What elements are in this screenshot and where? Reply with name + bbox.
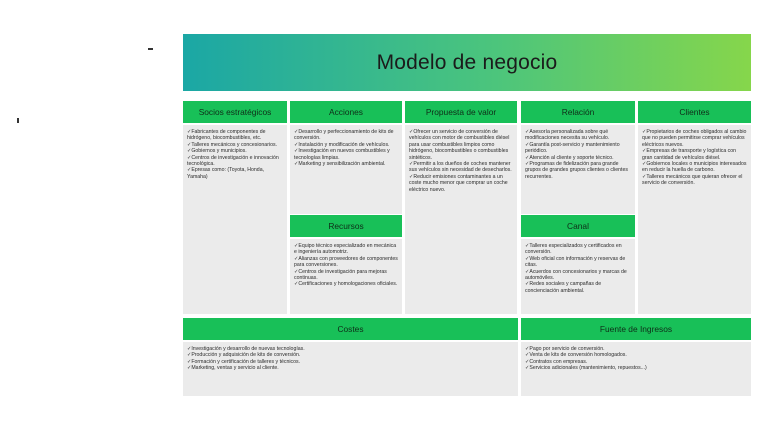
check-icon: ✓ (642, 148, 647, 155)
check-icon: ✓ (525, 154, 530, 161)
panel-clientes (638, 125, 751, 314)
list-item-text: Empresas de transporte y logística con gran cantidad de vehículos diésel. (642, 148, 737, 161)
panel-costes (183, 342, 518, 396)
list-item (187, 155, 283, 168)
panel-relacion (521, 125, 635, 214)
list-item-text: Centros de investigación e innovación tecnológica. (187, 154, 279, 168)
panel-socios (183, 125, 287, 314)
panel-propuesta (405, 125, 517, 314)
check-icon: ✓ (187, 148, 192, 155)
check-icon: ✓ (294, 255, 299, 262)
list-item (294, 256, 398, 269)
check-icon: ✓ (294, 243, 299, 249)
panel-recursos (290, 239, 402, 314)
check-icon: ✓ (294, 161, 299, 168)
list-item-text: Marketing, ventas y servicio al cliente. (191, 365, 279, 372)
check-icon: ✓ (525, 243, 530, 249)
check-icon: ✓ (525, 352, 530, 359)
list-item-text: Pago por servicio de conversión. (529, 346, 605, 352)
list-item (642, 174, 747, 187)
list-item-text: Acuerdos con concesionarios y marcas de automóviles. (525, 268, 627, 282)
list-item-text: Investigación en nuevos combustibles y tecnologías limpias. (294, 148, 390, 161)
check-icon: ✓ (187, 365, 192, 372)
list-item-text: Gobiernos y municipios. (191, 148, 247, 155)
list-item (409, 129, 513, 161)
check-icon: ✓ (525, 358, 530, 365)
check-icon: ✓ (525, 281, 530, 288)
header-socios: Socios estratégicos (183, 101, 287, 123)
check-icon: ✓ (525, 255, 530, 262)
check-icon: ✓ (642, 173, 647, 180)
list-item-text: Garantía post-servicio y mantenimiento periódico. (525, 141, 620, 155)
list-item (525, 365, 747, 371)
check-icon: ✓ (187, 358, 192, 365)
check-icon: ✓ (525, 346, 530, 352)
panel-acciones (290, 125, 402, 214)
header-acciones: Acciones (290, 101, 402, 123)
check-icon: ✓ (187, 346, 192, 352)
check-icon: ✓ (187, 167, 192, 174)
list-item-text: Programas de fidelización para grande grupos de grandes grupos clientes o clientes recurrentes. (525, 161, 628, 180)
list-item (187, 365, 514, 371)
check-icon: ✓ (409, 173, 414, 180)
header-ingresos: Fuente de Ingresos (521, 318, 751, 340)
list-item-text: Fabricantes de componentes de hidrógeno, biocombustibles, etc. (187, 129, 266, 142)
list-item-text: Venta de kits de conversión homologados. (529, 352, 627, 359)
list-item (187, 129, 283, 142)
list-item (525, 243, 631, 256)
list-item (409, 174, 513, 193)
check-icon: ✓ (294, 129, 299, 135)
list-item-text: Gobiernos locales o municipios interesados en reducir la huella de carbono. (642, 161, 747, 174)
page-title: Modelo de negocio (376, 50, 558, 74)
header-clientes: Clientes (638, 101, 751, 123)
list-item (642, 161, 747, 174)
check-icon: ✓ (409, 129, 414, 135)
check-icon: ✓ (187, 129, 192, 135)
list-item-text: Talleres especializados y certificados en conversión. (525, 243, 622, 256)
list-item-text: Contratos con empresas. (529, 358, 588, 365)
list-item (525, 142, 631, 155)
check-icon: ✓ (294, 141, 299, 148)
list-item (409, 161, 513, 174)
list-item-text: Producción y adquisición de kits de conversión. (191, 352, 301, 359)
list-item-text: Investigación y desarrollo de nuevas tecnologías. (191, 346, 305, 352)
list-item (642, 129, 747, 148)
list-item-text: Epresas como: (Toyota, Honda, Yamaha) (187, 167, 265, 180)
check-icon: ✓ (187, 154, 192, 161)
list-item (525, 269, 631, 282)
list-item-text: Talleres mecánicos y concesionarios. (191, 141, 277, 148)
check-icon: ✓ (525, 161, 530, 168)
list-item (525, 256, 631, 269)
check-icon: ✓ (294, 148, 299, 155)
list-item-text: Propietarios de coches obligados al cambio que no pueden permitirse comprar vehículos eléctricos nuevos. (642, 129, 747, 148)
stray-mark-top (148, 48, 153, 50)
list-item-text: Reducir emisiones contaminantes a un coste mucho menor que comprar un coche eléctrico nuevo. (409, 173, 508, 193)
header-recursos: Recursos (290, 215, 402, 237)
list-item-text: Web oficial con información y reservas de citas. (525, 255, 626, 269)
list-item-text: Atención al cliente y soporte técnico. (529, 154, 614, 161)
list-item-text: Marketing y sensibilización ambiental. (298, 161, 386, 168)
list-item (294, 161, 398, 167)
list-item (294, 148, 398, 161)
check-icon: ✓ (187, 352, 192, 359)
check-icon: ✓ (409, 161, 414, 168)
list-item-text: Talleres mecánicos que quieran ofrecer el servicio de conversión. (642, 173, 743, 187)
check-icon: ✓ (187, 141, 192, 148)
stray-mark-left (17, 118, 19, 123)
title-banner (183, 34, 751, 91)
list-item (525, 281, 631, 294)
list-item-text: Instalación y modificación de vehículos. (298, 141, 390, 148)
list-item (525, 161, 631, 180)
header-relacion: Relación (521, 101, 635, 123)
list-item (187, 167, 283, 180)
check-icon: ✓ (525, 129, 530, 135)
list-item (294, 129, 398, 142)
header-canal: Canal (521, 215, 635, 237)
panel-ingresos (521, 342, 751, 396)
header-costes: Costes (183, 318, 518, 340)
list-item-text: Redes sociales y campañas de concienciación ambiental. (525, 281, 602, 294)
list-item-text: Certificaciones y homologaciones oficiales. (298, 281, 398, 288)
list-item (294, 269, 398, 282)
list-item (294, 281, 398, 287)
check-icon: ✓ (642, 161, 647, 168)
list-item-text: Servicios adicionales (mantenimiento, repuestos...) (529, 365, 647, 372)
check-icon: ✓ (525, 141, 530, 148)
check-icon: ✓ (294, 281, 299, 288)
list-item (294, 243, 398, 256)
check-icon: ✓ (525, 268, 530, 275)
list-item-text: Permitir a los dueños de coches mantener sus vehículos sin necesidad de desecharlos. (409, 161, 512, 174)
check-icon: ✓ (294, 268, 299, 275)
list-item-text: Centros de investigación para mejoras continuas. (294, 268, 387, 282)
list-item-text: Equipo técnico especializado en mecánica e ingeniería automotriz. (294, 243, 397, 256)
check-icon: ✓ (642, 129, 647, 135)
header-propuesta: Propuesta de valor (405, 101, 517, 123)
check-icon: ✓ (525, 365, 530, 372)
list-item-text: Ofrecer un servicio de conversión de vehículos con motor de combustibles diésel para usar combustibles limpios como hidrógeno, biocombustibles o combustibles sintéticos. (409, 129, 510, 161)
list-item-text: Formación y certificación de talleres y técnicos. (191, 358, 301, 365)
list-item-text: Asesoría personalizada sobre qué modificaciones necesita su vehículo. (525, 129, 610, 142)
list-item-text: Alianzas con proveedores de componentes para conversiones. (294, 255, 398, 269)
list-item (642, 148, 747, 161)
list-item-text: Desarrollo y perfeccionamiento de kits de conversión. (294, 129, 394, 142)
list-item (525, 129, 631, 142)
panel-canal (521, 239, 635, 314)
